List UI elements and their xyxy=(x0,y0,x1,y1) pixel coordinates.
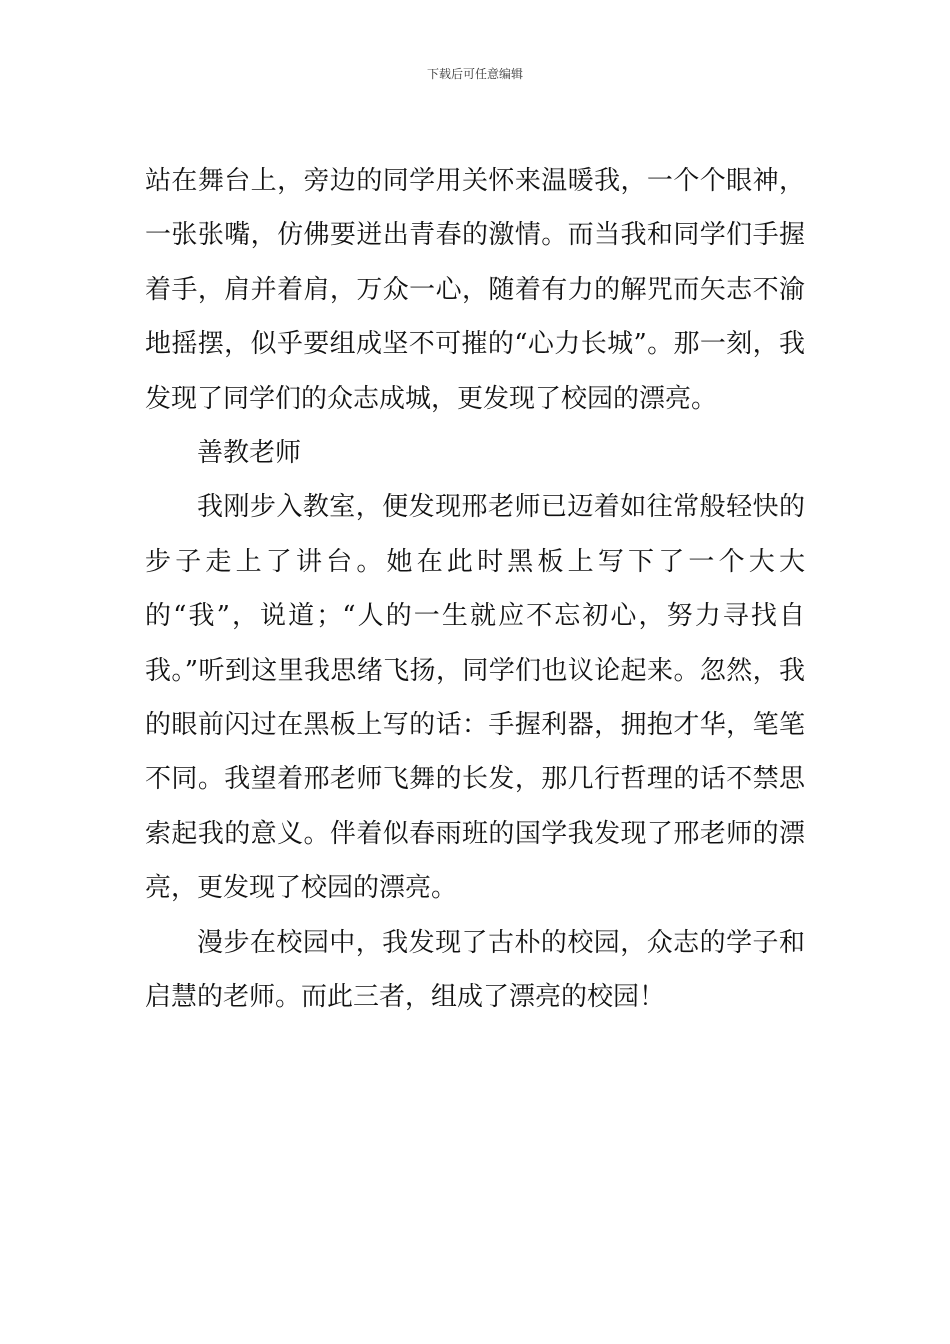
paragraph-3: 漫步在校园中，我发现了古朴的校园，众志的学子和启慧的老师。而此三者，组成了漂亮的校园！ xyxy=(145,927,805,1013)
document-body xyxy=(145,154,805,1025)
paragraph-2: 我刚步入教室，便发现邢老师已迈着如往常般轻快的步子走上了讲台。她在此时黑板上写下了一个大大的“我”，说道；“人的一生就应不忘初心，努力寻找自我。”听到这里我思绪飞扬，同学们也议论起来。忽然，我的眼前闪过在黑板上写的话：手握利器，拥抱才华，笔笔不同。我望着邢老师飞舞的长发，那几行哲理的话不禁思索起我的意义。伴着似春雨班的国学我发现了邢老师的漂亮，更发现了校园的漂亮。 xyxy=(145,492,805,904)
paragraph-1: 站在舞台上，旁边的同学用关怀来温暖我，一个个眼神，一张张嘴，仿佛要迸出青春的激情。而当我和同学们手握着手，肩并着肩，万众一心，随着有力的解咒而矢志不渝地摇摆，似乎要组成坚不可摧的“心力长城”。那一刻，我发现了同学们的众志成城，更发现了校园的漂亮。 xyxy=(145,166,805,414)
page-header: 下载后可任意编辑 xyxy=(426,67,523,81)
section-heading: 善教老师 xyxy=(197,438,302,469)
